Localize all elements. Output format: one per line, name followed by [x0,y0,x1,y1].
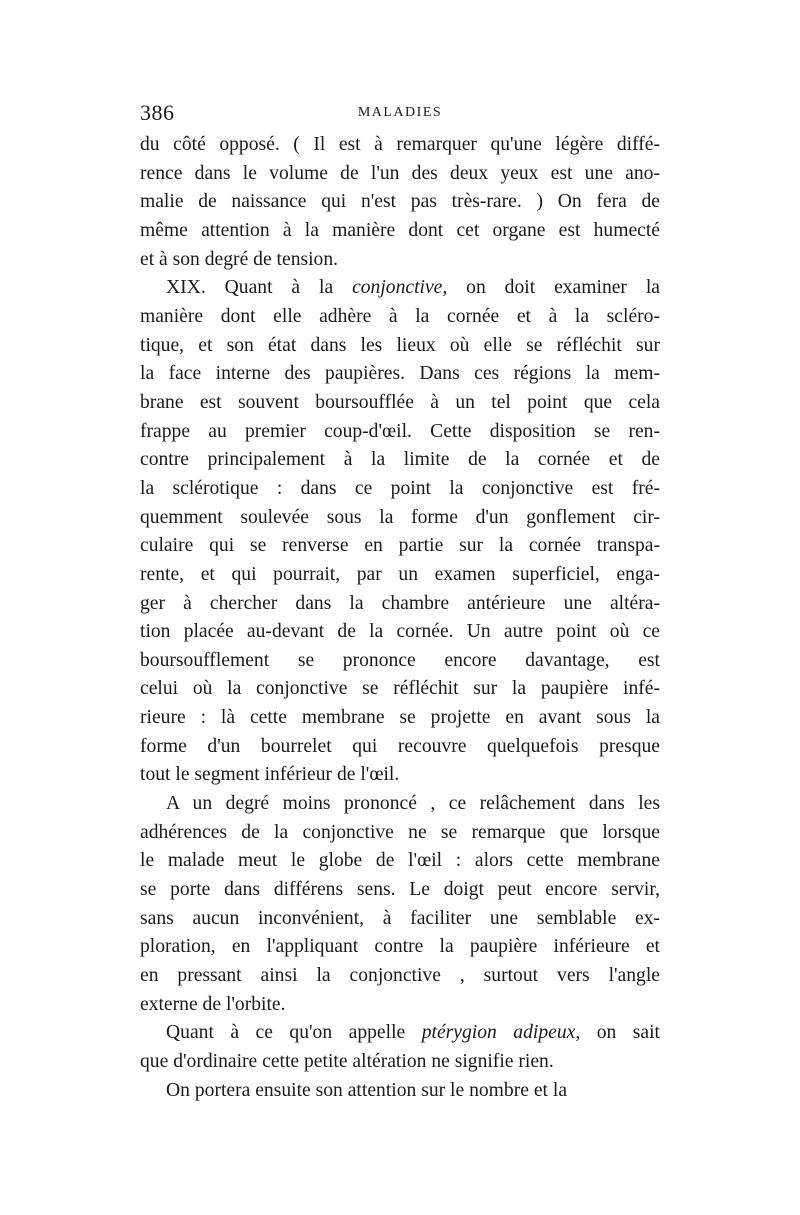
text-line: rente, et qui pourrait, par un examen superficiel, enga- [140,563,660,585]
text-line: A un degré moins prononcé , ce relâchement dans les [166,793,660,815]
text-line: tion placée au-devant de la cornée. Un autre point où ce [140,621,660,643]
text-line: du côté opposé. ( Il est à remarquer qu'une légère diffé- [140,134,660,155]
text-line: manière dont elle adhère à la cornée et à la scléro- [140,305,660,327]
italic-term: conjonctive, [352,277,448,299]
running-head: MALADIES [357,105,443,120]
text-line: que d'ordinaire cette petite altération ne signifie rien. [140,1051,554,1072]
text-line: la face interne des paupières. Dans ces régions la mem- [140,363,660,385]
text-line: externe de l'orbite. [140,993,286,1015]
text-segment: on doit examiner la [447,277,660,299]
text-segment: Quant à ce qu'on appelle [166,1022,422,1044]
text-line: se porte dans différens sens. Le doigt peut encore servir, [140,879,660,901]
text-line: tout le segment inférieur de l'œil. [140,764,400,786]
page-number: 386 [140,100,175,125]
text-line [140,274,660,303]
text-line: contre principalement à la limite de la cornée et de [140,449,660,471]
text-line: forme d'un bourrelet qui recouvre quelquefois presque [140,735,660,757]
text-line: sans aucun inconvénient, à faciliter une semblable ex- [140,907,660,929]
italic-term: ptérygion adipeux [421,1022,576,1044]
paragraph [140,274,660,790]
text-segment: XIX. Quant à la [166,277,353,299]
text-line: ploration, en l'appliquant contre la paupière inférieure et [140,936,660,958]
text-line: et à son degré de tension. [140,248,339,270]
text-line: quemment soulevée sous la forme d'un gonflement cir- [140,506,660,528]
text-line: culaire qui se renverse en partie sur la cornée transpa- [140,535,660,557]
page-header [140,100,660,130]
text-line: celui où la conjonctive se réfléchit sur la paupière infé- [140,678,660,700]
paragraph [140,131,660,274]
text-line: boursoufflement se prononce encore davantage, est [140,649,660,671]
text-line: en pressant ainsi la conjonctive , surtout vers l'angle [140,965,660,987]
text-line: rieure : là cette membrane se projette en avant sous la [140,707,660,729]
text-line: frappe au premier coup-d'œil. Cette disposition se ren- [140,420,660,442]
text-line: rence dans le volume de l'un des deux yeux est une ano- [140,162,660,184]
text-line [140,1019,660,1048]
text-line: adhérences de la conjonctive ne se remarque que lorsque [140,821,660,843]
text-segment: , on sait [575,1022,660,1044]
body-text [140,131,660,1105]
text-line: ger à chercher dans la chambre antérieure une altéra- [140,592,660,614]
text-line: malie de naissance qui n'est pas très-rare. ) On fera de [140,191,660,213]
paragraph [140,1077,660,1106]
paragraph [140,1019,660,1076]
text-line: même attention à la manière dont cet organe est humecté [140,219,660,241]
text-line: On portera ensuite son attention sur le nombre et la [166,1079,568,1101]
paragraph [140,790,660,1019]
text-line: la sclérotique : dans ce point la conjonctive est fré- [140,477,660,499]
text-line: le malade meut le globe de l'œil : alors cette membrane [140,850,660,872]
text-line: tique, et son état dans les lieux où elle se réfléchit sur [140,334,660,356]
text-line: brane est souvent boursoufflée à un tel point que cela [140,391,660,413]
